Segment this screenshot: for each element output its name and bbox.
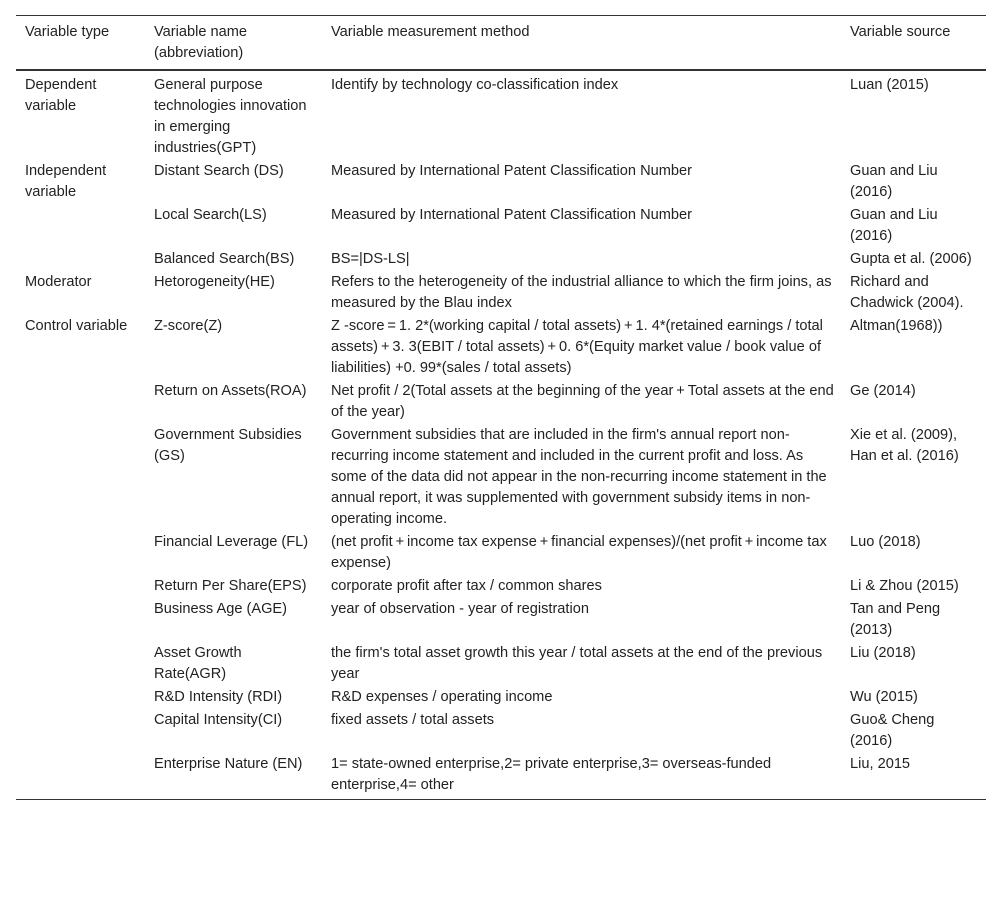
cell-type	[16, 710, 145, 754]
cell-type	[16, 576, 145, 599]
header-variable-source: Variable source	[850, 24, 951, 40]
cell-name: Return Per Share(EPS)	[154, 578, 307, 594]
cell-method: Refers to the heterogeneity of the industrial alliance to which the firm joins, as measured by the Blau index	[331, 274, 832, 311]
table-row	[16, 687, 986, 710]
cell-type	[16, 687, 145, 710]
table-row	[16, 205, 986, 249]
cell-type	[16, 249, 145, 272]
cell-method: R&D expenses / operating income	[331, 689, 553, 705]
cell-name: General purpose technologies innovation in emerging industries(GPT)	[154, 77, 307, 156]
cell-name: Distant Search (DS)	[154, 163, 284, 179]
cell-name: Z-score(Z)	[154, 318, 223, 334]
cell-source: Li & Zhou (2015)	[850, 578, 959, 594]
cell-method: 1= state-owned enterprise,2= private enterprise,3= overseas-funded enterprise,4= other	[331, 756, 772, 793]
cell-type	[16, 599, 145, 643]
table-header-row	[16, 16, 986, 71]
table-row	[16, 599, 986, 643]
cell-name: Enterprise Nature (EN)	[154, 756, 303, 772]
header-variable-type: Variable type	[25, 24, 110, 40]
cell-method: Z -score = 1. 2*(working capital / total assets) + 1. 4*(retained earnings / total assets) + 3. 3(EBIT / total assets) + 0. 6*(Equity market value / book value of liabilities) +0. 99*(sales / total assets)	[331, 318, 823, 376]
cell-source: Luan (2015)	[850, 77, 929, 93]
cell-method: Government subsidies that are included in the firm's annual report non-recurring income statement and included in the current profit and loss. As some of the data did not appear in the non-recurring income statement in the annual report, it was supplemented with government subsidy items in non-operating income.	[331, 427, 827, 527]
cell-source: Richard and Chadwick (2004).	[850, 274, 964, 311]
cell-type: Dependent variable	[25, 77, 97, 114]
table-row	[16, 70, 986, 161]
cell-type: Control variable	[25, 318, 128, 334]
header-variable-name: Variable name (abbreviation)	[154, 24, 248, 61]
cell-name: Return on Assets(ROA)	[154, 383, 307, 399]
cell-method: BS=|DS-LS|	[331, 251, 410, 267]
cell-source: Ge (2014)	[850, 383, 916, 399]
cell-type: Independent variable	[25, 163, 107, 200]
table-row	[16, 643, 986, 687]
cell-method: Measured by International Patent Classification Number	[331, 163, 692, 179]
cell-type	[16, 205, 145, 249]
cell-source: Wu (2015)	[850, 689, 918, 705]
table-row	[16, 425, 986, 532]
header-measurement-method: Variable measurement method	[331, 24, 530, 40]
cell-method: Identify by technology co-classification index	[331, 77, 619, 93]
cell-method: the firm's total asset growth this year / total assets at the end of the previous year	[331, 645, 823, 682]
cell-source: Liu (2018)	[850, 645, 916, 661]
cell-type	[16, 532, 145, 576]
cell-name: Financial Leverage (FL)	[154, 534, 309, 550]
cell-name: Business Age (AGE)	[154, 601, 288, 617]
table-row	[16, 710, 986, 754]
cell-source: Altman(1968))	[850, 318, 943, 334]
cell-source: Liu, 2015	[850, 756, 911, 772]
cell-method: corporate profit after tax / common shares	[331, 578, 602, 594]
cell-method: Net profit / 2(Total assets at the beginning of the year + Total assets at the end of the year)	[331, 383, 834, 420]
table-row	[16, 161, 986, 205]
table-row	[16, 576, 986, 599]
cell-type	[16, 381, 145, 425]
table-row	[16, 249, 986, 272]
cell-source: Guan and Liu (2016)	[850, 207, 938, 244]
cell-source: Guan and Liu (2016)	[850, 163, 938, 200]
cell-type	[16, 425, 145, 532]
variables-table	[16, 15, 986, 800]
cell-method: fixed assets / total assets	[331, 712, 495, 728]
cell-type	[16, 643, 145, 687]
cell-name: Local Search(LS)	[154, 207, 267, 223]
cell-name: Government Subsidies (GS)	[154, 427, 302, 464]
cell-source: Luo (2018)	[850, 534, 921, 550]
cell-name: R&D Intensity (RDI)	[154, 689, 283, 705]
table-row	[16, 754, 986, 800]
table-row	[16, 532, 986, 576]
cell-source: Gupta et al. (2006)	[850, 251, 972, 267]
cell-source: Guo& Cheng (2016)	[850, 712, 935, 749]
cell-name: Capital Intensity(CI)	[154, 712, 283, 728]
cell-name: Balanced Search(BS)	[154, 251, 295, 267]
cell-method: (net profit + income tax expense + financial expenses)/(net profit + income tax expense)	[331, 534, 827, 571]
cell-type	[16, 754, 145, 800]
cell-method: year of observation - year of registration	[331, 601, 589, 617]
cell-name: Asset Growth Rate(AGR)	[154, 645, 242, 682]
cell-name: Hetorogeneity(HE)	[154, 274, 275, 290]
cell-source: Xie et al. (2009), Han et al. (2016)	[850, 427, 959, 464]
cell-type: Moderator	[25, 274, 92, 290]
table-row	[16, 316, 986, 381]
table-row	[16, 272, 986, 316]
cell-source: Tan and Peng (2013)	[850, 601, 941, 638]
cell-method: Measured by International Patent Classification Number	[331, 207, 692, 223]
table-row	[16, 381, 986, 425]
